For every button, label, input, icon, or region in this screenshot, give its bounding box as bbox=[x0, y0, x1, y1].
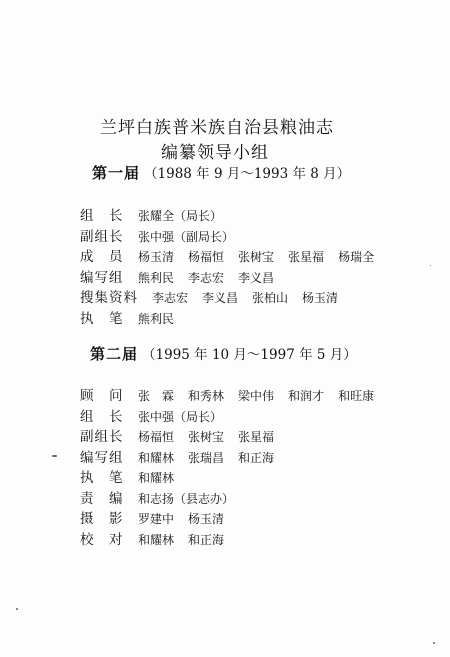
roster-row bbox=[80, 266, 288, 286]
member-name: 张 霖 bbox=[138, 389, 175, 403]
second-session-name: 第二届 bbox=[90, 345, 139, 363]
member-name: 杨玉清 bbox=[138, 250, 175, 264]
member-name: 和秀林 bbox=[188, 389, 225, 403]
scan-speck bbox=[52, 455, 57, 457]
role-label: 组 长 bbox=[80, 208, 124, 224]
role-label: 成 员 bbox=[80, 249, 124, 265]
member-name: 罗建中 bbox=[138, 512, 175, 526]
member-name: 李义昌 bbox=[238, 270, 275, 285]
member-name: 和志扬（县志办） bbox=[138, 491, 235, 506]
member-name: 张星福 bbox=[288, 250, 325, 264]
member-names bbox=[138, 207, 236, 224]
role-label: 编写组 bbox=[80, 269, 124, 286]
member-names bbox=[138, 531, 238, 548]
scan-speck bbox=[430, 265, 431, 266]
member-name: 李义昌 bbox=[202, 291, 239, 305]
first-session-range: （1988 年 9 月～1993 年 8 月） bbox=[144, 166, 351, 182]
member-name: 张树宝 bbox=[238, 250, 275, 264]
roster-row bbox=[80, 286, 352, 306]
member-name: 杨瑞全 bbox=[338, 250, 375, 264]
role-label: 组 长 bbox=[80, 408, 124, 425]
member-name: 和耀林 bbox=[138, 532, 175, 547]
roster-row bbox=[80, 204, 236, 224]
roster-row bbox=[80, 487, 248, 507]
member-name: 张中强（局长） bbox=[138, 409, 223, 424]
member-name: 杨玉清 bbox=[188, 512, 225, 526]
role-label: 副组长 bbox=[80, 228, 124, 245]
roster-row bbox=[80, 507, 238, 527]
role-label: 搜集资料 bbox=[80, 290, 138, 306]
member-names bbox=[138, 428, 288, 445]
roster-row bbox=[80, 425, 288, 445]
second-session-heading bbox=[90, 343, 357, 364]
roster-row bbox=[80, 528, 238, 548]
scan-speck bbox=[16, 608, 18, 610]
member-name: 张耀全（局长） bbox=[138, 209, 223, 223]
role-label: 责 编 bbox=[80, 490, 124, 507]
member-name: 和润才 bbox=[288, 389, 325, 403]
roster-row bbox=[80, 384, 388, 404]
member-name: 张柏山 bbox=[252, 291, 289, 305]
member-names bbox=[138, 248, 388, 265]
member-names bbox=[138, 269, 288, 286]
role-label: 执 笔 bbox=[80, 470, 124, 486]
member-name: 李志宏 bbox=[152, 291, 189, 305]
member-name: 李志宏 bbox=[188, 270, 225, 285]
committee-title: 编纂领导小组 bbox=[161, 143, 269, 163]
book-title: 兰坪白族普米族自治县粮油志 bbox=[100, 118, 334, 138]
member-names bbox=[138, 510, 238, 527]
first-session-name: 第一届 bbox=[92, 164, 141, 182]
member-names bbox=[138, 408, 236, 425]
member-name: 张中强（副局长） bbox=[138, 229, 235, 244]
scan-speck bbox=[433, 642, 435, 644]
role-label: 顾 问 bbox=[80, 388, 124, 404]
member-name: 熊利民 bbox=[138, 270, 175, 285]
roster-row bbox=[80, 307, 188, 327]
member-names bbox=[152, 289, 352, 306]
member-name: 和旺康 bbox=[338, 389, 375, 403]
roster-row bbox=[80, 466, 188, 486]
role-label: 执 笔 bbox=[80, 310, 124, 327]
member-names bbox=[138, 490, 248, 507]
member-names bbox=[138, 387, 388, 404]
first-session-heading bbox=[92, 162, 350, 183]
second-session-range: （1995 年 10 月～1997 年 5 月） bbox=[142, 347, 357, 363]
member-name: 杨玉清 bbox=[302, 291, 339, 305]
member-name: 张星福 bbox=[238, 430, 275, 444]
member-names bbox=[138, 469, 188, 486]
role-label: 摄 影 bbox=[80, 511, 124, 527]
roster-row bbox=[80, 446, 288, 466]
member-name: 张瑞昌 bbox=[188, 450, 225, 465]
role-label: 编写组 bbox=[80, 449, 124, 466]
member-name: 和耀林 bbox=[138, 450, 175, 465]
member-name: 杨福恒 bbox=[138, 430, 175, 444]
member-names bbox=[138, 228, 248, 245]
member-name: 张树宝 bbox=[188, 430, 225, 444]
roster-row bbox=[80, 405, 236, 425]
member-name: 杨福恒 bbox=[188, 250, 225, 264]
roster-row bbox=[80, 245, 388, 265]
role-label: 校 对 bbox=[80, 531, 124, 548]
member-name: 和正海 bbox=[238, 450, 275, 465]
member-names bbox=[138, 310, 188, 327]
member-name: 和耀林 bbox=[138, 471, 175, 485]
member-name: 梁中伟 bbox=[238, 389, 275, 403]
member-names bbox=[138, 449, 288, 466]
member-name: 熊利民 bbox=[138, 311, 175, 326]
roster-row bbox=[80, 225, 248, 245]
member-name: 和正海 bbox=[188, 532, 225, 547]
role-label: 副组长 bbox=[80, 429, 124, 445]
